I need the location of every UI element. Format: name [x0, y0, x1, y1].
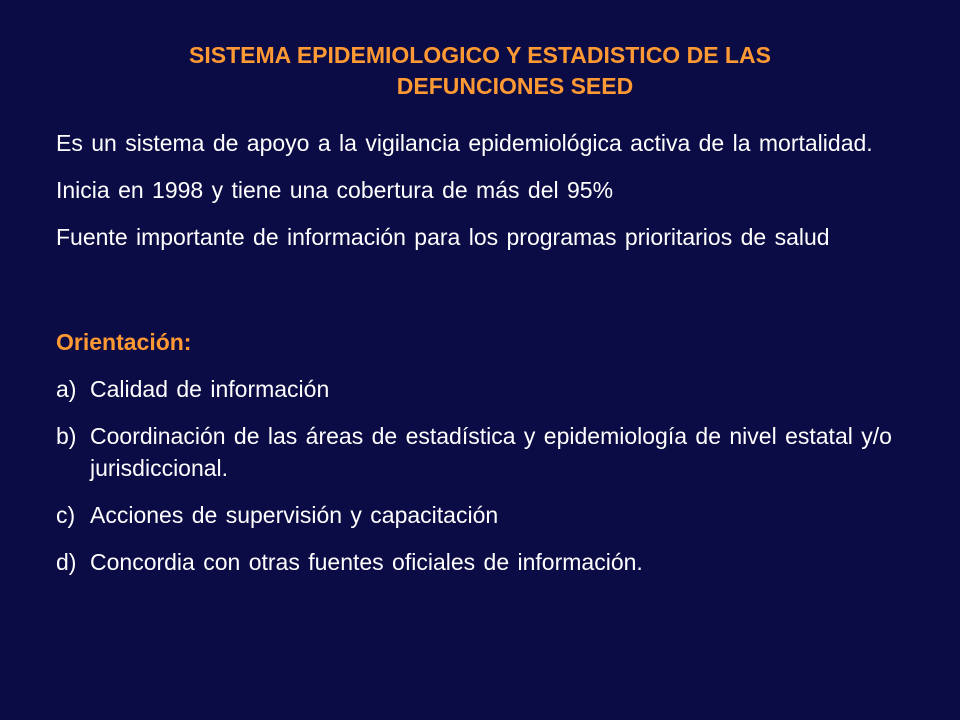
orientation-heading: Orientación: — [56, 329, 192, 355]
item-marker: c) — [56, 502, 76, 528]
item-text: Calidad de información — [90, 376, 330, 402]
item-marker: d) — [56, 549, 77, 575]
item-text: Concordia con otras fuentes oficiales de información. — [90, 549, 643, 575]
slide-title — [80, 40, 880, 102]
orientation-item-b — [56, 420, 916, 484]
orientation-item-a — [56, 373, 916, 405]
orientation-item-d — [56, 546, 916, 578]
paragraph-description: Es un sistema de apoyo a la vigilancia epidemiológica activa de la mortalidad. — [56, 130, 873, 156]
title-line-2: DEFUNCIONES SEED — [396, 73, 634, 99]
item-text: Coordinación de las áreas de estadística y epidemiología de nivel estatal y/o jurisdiccional. — [90, 423, 892, 481]
title-line-1: SISTEMA EPIDEMIOLOGICO Y ESTADISTICO DE LAS — [189, 42, 771, 68]
item-marker: b) — [56, 423, 77, 449]
orientation-item-c — [56, 499, 916, 531]
paragraph-coverage: Inicia en 1998 y tiene una cobertura de más del 95% — [56, 177, 614, 203]
item-text: Acciones de supervisión y capacitación — [90, 502, 499, 528]
paragraph-source: Fuente importante de información para los programas prioritarios de salud — [56, 224, 830, 250]
slide-body — [56, 127, 916, 593]
item-marker: a) — [56, 376, 77, 402]
spacer — [56, 268, 916, 326]
